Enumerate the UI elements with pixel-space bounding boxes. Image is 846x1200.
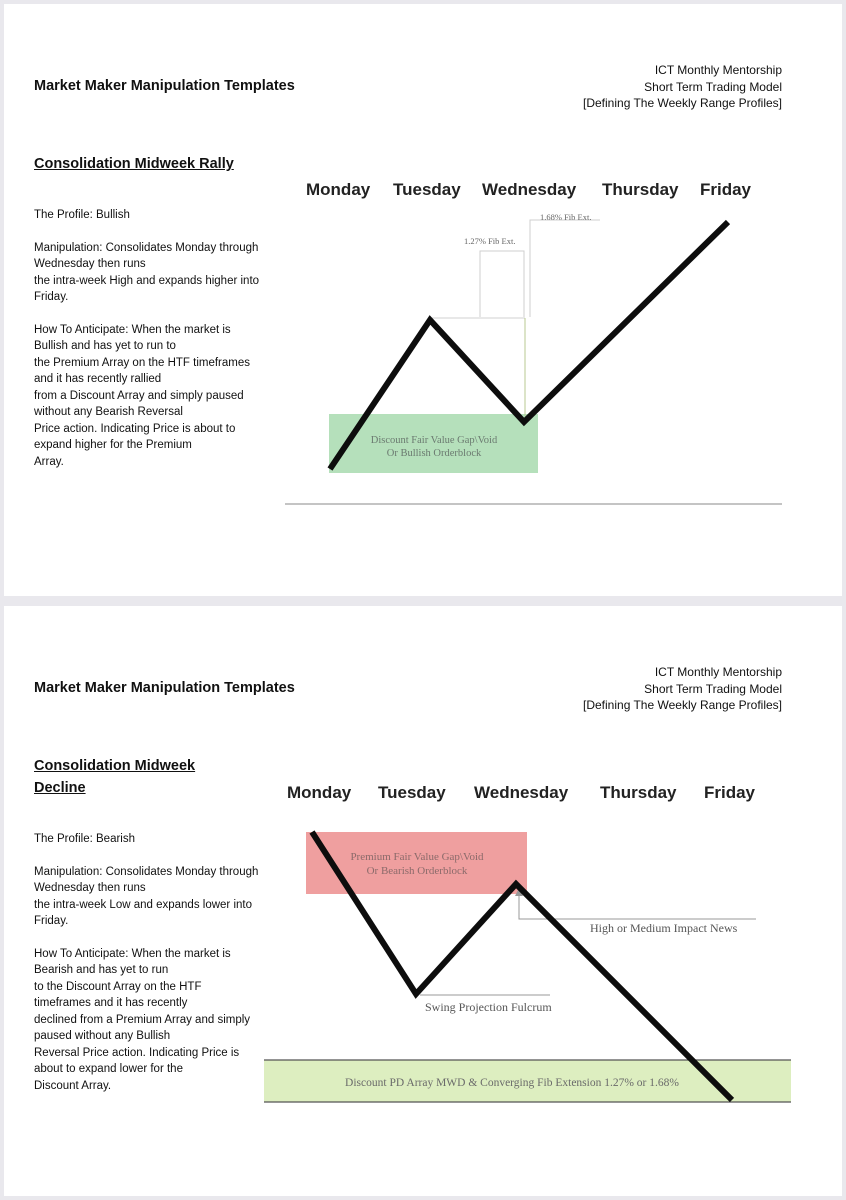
anticipate-line-9: Array. <box>34 455 64 468</box>
section-title-line-2: Decline <box>34 780 86 796</box>
doc-title: Market Maker Manipulation Templates <box>34 680 295 696</box>
header-line-3: [Defining The Weekly Range Profiles] <box>583 698 782 712</box>
day-label-wednesday: Wednesday <box>482 180 577 199</box>
premium-label-line-1: Premium Fair Value Gap\Void <box>350 851 484 863</box>
anticipate-line-1: How To Anticipate: When the market is <box>34 947 231 960</box>
anticipate-line-4: and it has recently rallied <box>34 373 162 385</box>
profile-text: The Profile: Bearish <box>34 833 135 845</box>
anticipate-line-1: How To Anticipate: When the market is <box>34 323 231 336</box>
header-line-2: Short Term Trading Model <box>644 79 782 94</box>
zone-label-line-2: Or Bullish Orderblock <box>386 448 482 459</box>
manipulation-line-4: Friday. <box>34 915 69 927</box>
anticipate-line-3: the Premium Array on the HTF timeframes <box>34 356 251 369</box>
anticipate-line-5: declined from a Premium Array and simply <box>34 1013 251 1026</box>
manipulation-line-4: Friday. <box>34 291 69 303</box>
anticipate-line-5: from a Discount Array and simply paused <box>34 389 244 402</box>
anticipate-line-7: Reversal Price action. Indicating Price is <box>34 1046 240 1059</box>
news-label: High or Medium Impact News <box>590 921 738 935</box>
fib-168-label: 1.68% Fib Ext. <box>540 212 592 222</box>
section-title-line-1: Consolidation Midweek <box>34 758 196 774</box>
anticipate-line-4: timeframes and it has recently <box>34 997 188 1009</box>
anticipate-line-8: expand higher for the Premium <box>34 439 192 451</box>
day-label-thursday: Thursday <box>600 783 677 802</box>
premium-fvg-zone <box>306 832 527 894</box>
anticipate-line-9: Discount Array. <box>34 1079 112 1092</box>
doc-title: Market Maker Manipulation Templates <box>34 78 295 94</box>
day-label-friday: Friday <box>700 180 752 199</box>
manipulation-line-2: Wednesday then runs <box>34 258 146 270</box>
zone-label-line-1: Discount Fair Value Gap\Void <box>370 435 498 446</box>
fib-127-bracket <box>480 251 524 317</box>
page-bullish-template <box>4 4 842 596</box>
section-title: Consolidation Midweek Rally <box>34 156 234 172</box>
bullish-diagram <box>4 4 842 596</box>
header-line-1: ICT Monthly Mentorship <box>654 665 782 679</box>
manipulation-line-1: Manipulation: Consolidates Monday through <box>34 865 259 878</box>
manipulation-line-3: the intra-week High and expands higher into <box>34 274 260 287</box>
day-label-wednesday: Wednesday <box>474 783 569 802</box>
manipulation-line-1: Manipulation: Consolidates Monday through <box>34 241 259 254</box>
day-label-thursday: Thursday <box>602 180 679 199</box>
day-label-monday: Monday <box>287 783 352 802</box>
header-line-3: [Defining The Weekly Range Profiles] <box>583 96 782 110</box>
day-label-friday: Friday <box>704 783 756 802</box>
fulcrum-label: Swing Projection Fulcrum <box>425 1000 552 1014</box>
profile-text: The Profile: Bullish <box>34 209 130 221</box>
anticipate-line-7: Price action. Indicating Price is about to <box>34 422 236 435</box>
header-line-2: Short Term Trading Model <box>644 681 782 696</box>
premium-label-line-2: Or Bearish Orderblock <box>366 865 468 877</box>
header-line-1: ICT Monthly Mentorship <box>654 63 782 77</box>
manipulation-line-3: the intra-week Low and expands lower into <box>34 898 252 911</box>
manipulation-line-2: Wednesday then runs <box>34 882 146 894</box>
bearish-diagram <box>4 606 842 1196</box>
fib-168-bracket <box>530 220 600 317</box>
anticipate-line-6: paused without any Bullish <box>34 1030 171 1042</box>
fib-127-label: 1.27% Fib Ext. <box>464 236 516 246</box>
anticipate-line-2: Bearish and has yet to run <box>34 964 169 976</box>
day-label-monday: Monday <box>306 180 371 199</box>
anticipate-line-2: Bullish and has yet to run to <box>34 340 176 352</box>
news-pointer-line <box>519 892 756 919</box>
discount-zone-label: Discount PD Array MWD & Converging Fib Extension 1.27% or 1.68% <box>345 1077 679 1089</box>
anticipate-line-6: without any Bearish Reversal <box>34 406 183 418</box>
anticipate-line-3: to the Discount Array on the HTF <box>34 980 202 993</box>
day-label-tuesday: Tuesday <box>393 180 461 199</box>
page-bearish-template <box>4 606 842 1196</box>
day-label-tuesday: Tuesday <box>378 783 446 802</box>
anticipate-line-8: about to expand lower for the <box>34 1063 183 1075</box>
